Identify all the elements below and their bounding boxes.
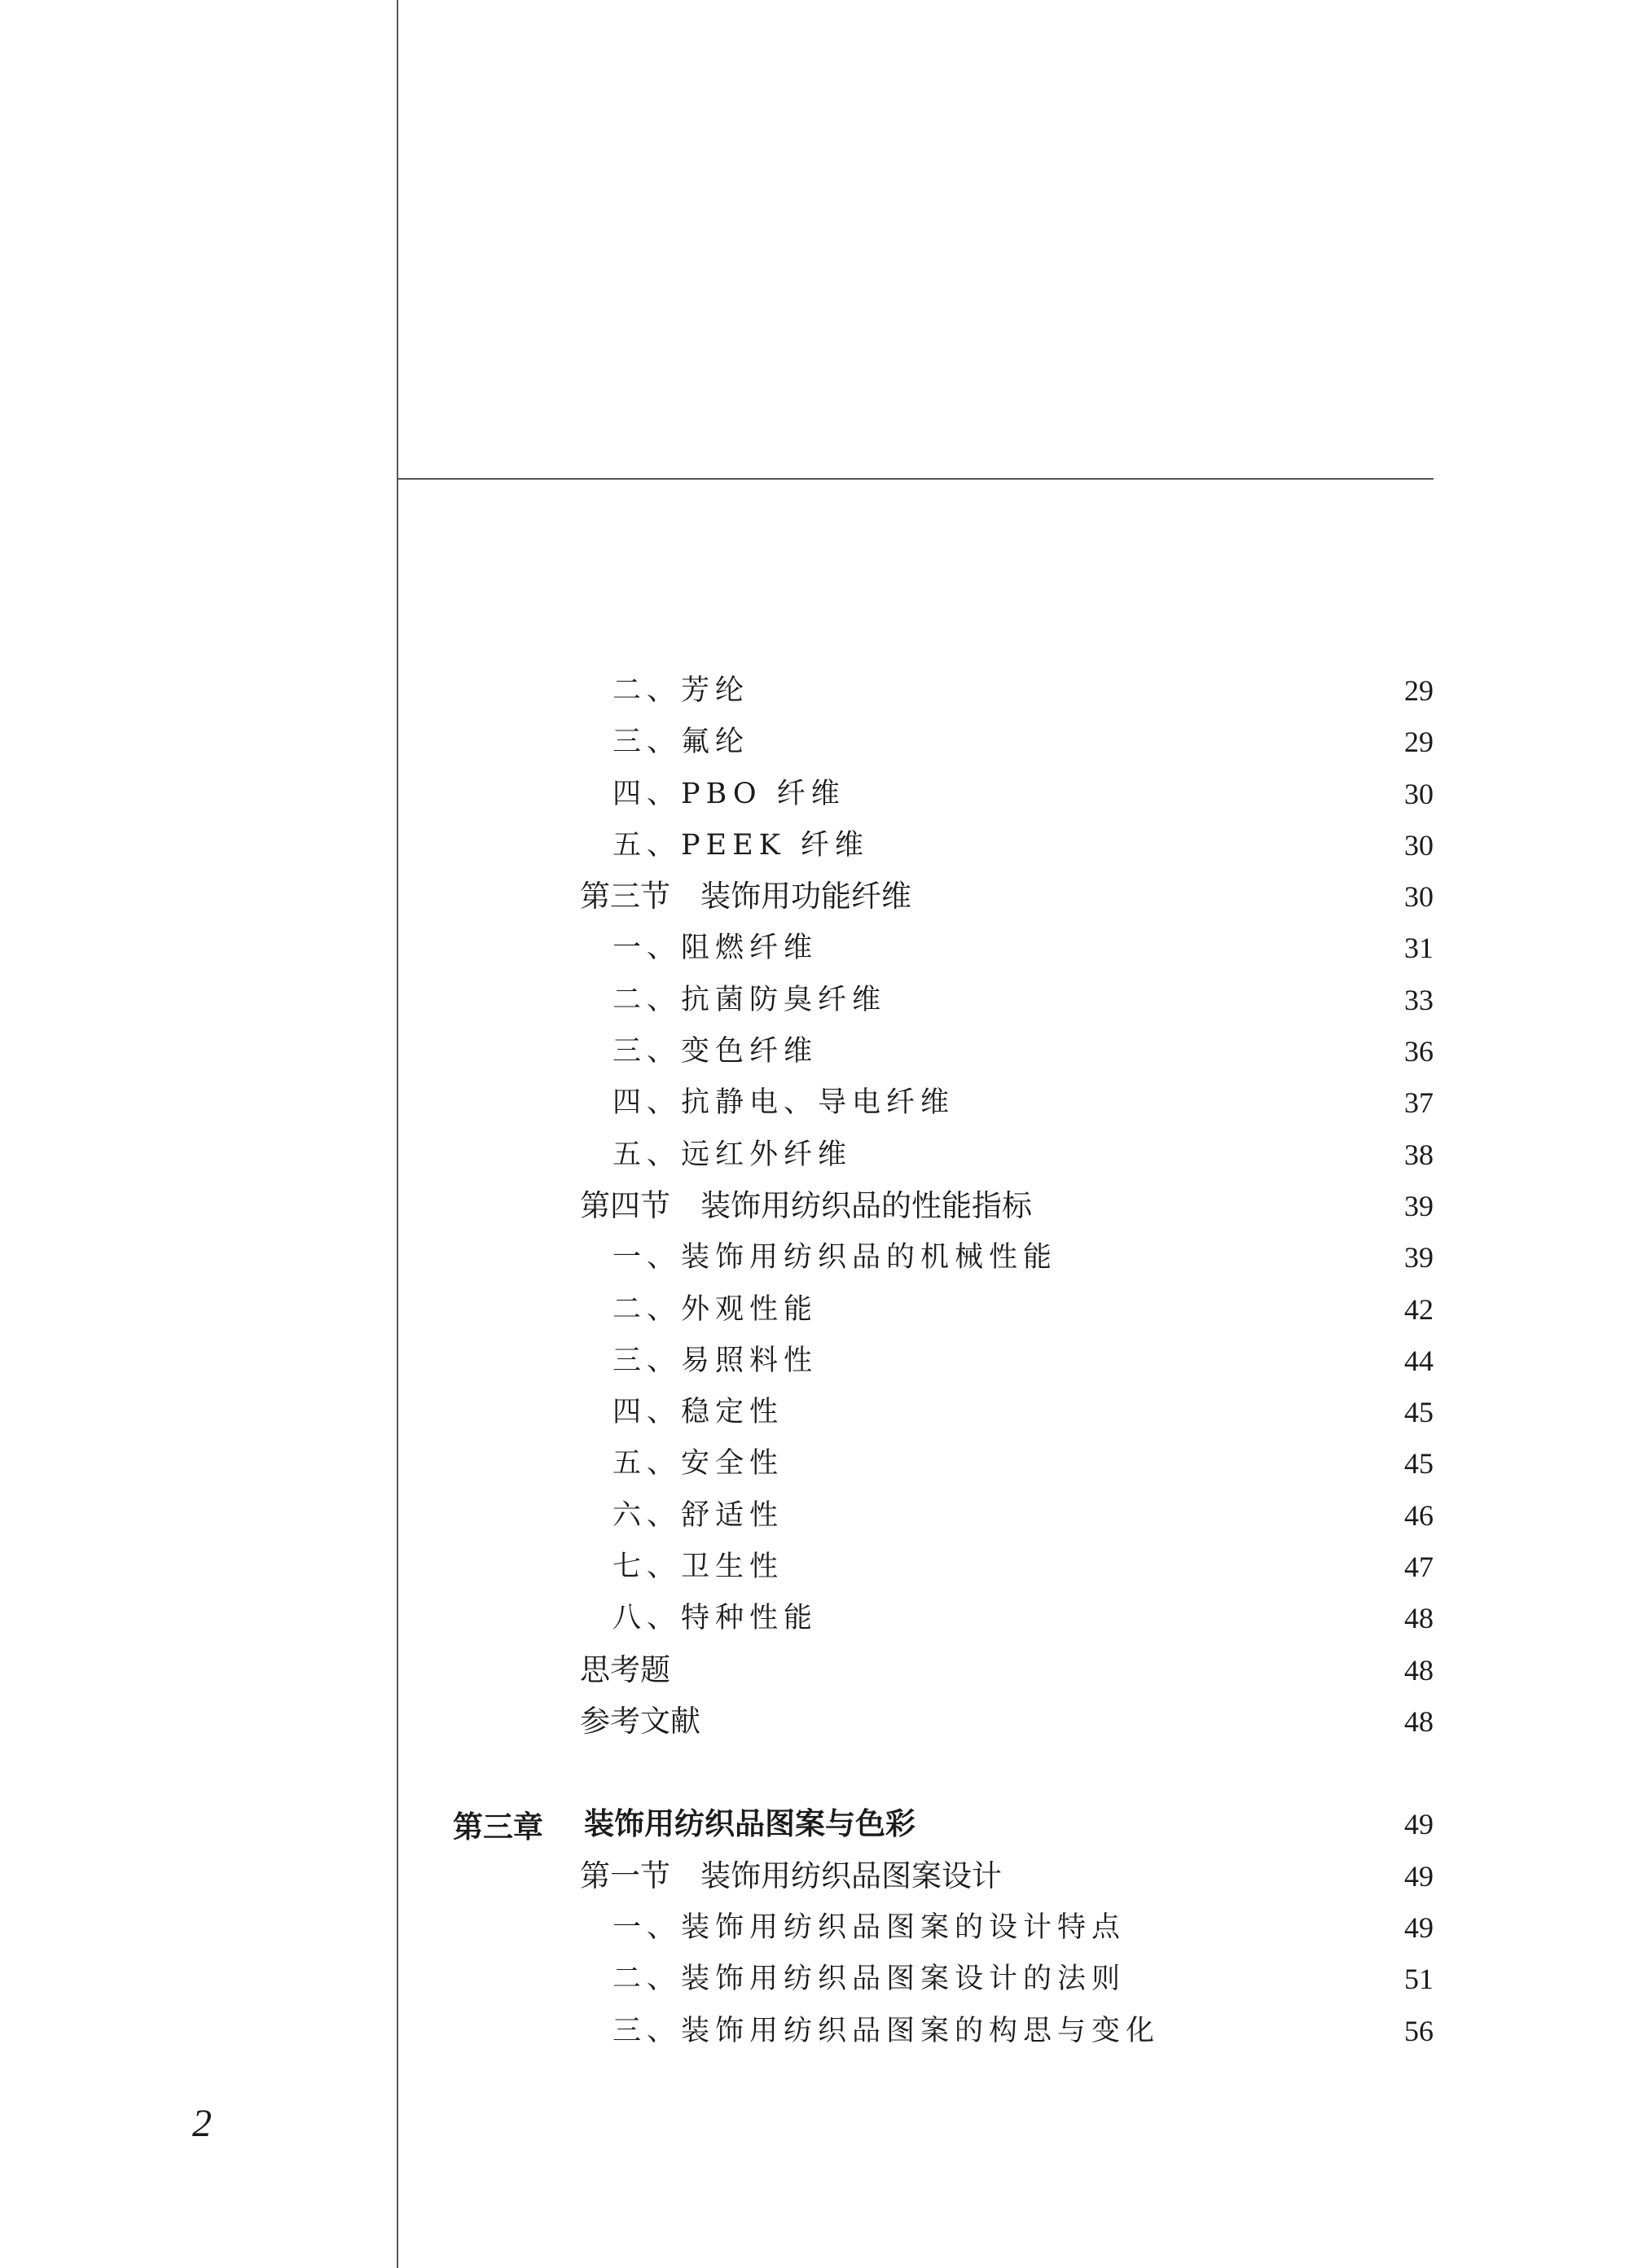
toc-entry-title: 思考题 (580, 1652, 670, 1687)
toc-entry (613, 1336, 1434, 1385)
toc-entry (613, 1542, 1434, 1591)
toc-entry-title: 三、装饰用纺织品图案的构思与变化 (613, 2015, 1161, 2047)
dot-leader (806, 1491, 1386, 1540)
page-number: 2 (192, 2102, 212, 2145)
toc-entry (613, 717, 1434, 766)
toc-entry-title: 五、远红外纤维 (613, 1138, 853, 1171)
toc-entry (613, 1491, 1434, 1540)
dot-leader (1148, 1954, 1386, 2003)
toc-entry (613, 1594, 1434, 1643)
toc-entry-page: 48 (1404, 1654, 1434, 1687)
toc-entry (613, 1285, 1434, 1334)
dot-leader (806, 1388, 1386, 1437)
dot-leader (938, 1800, 1386, 1849)
toc-entry-page: 49 (1404, 1808, 1434, 1840)
toc-entry-page: 48 (1404, 1602, 1434, 1634)
toc-entry-title: 第三节 装饰用功能纤维 (580, 879, 911, 914)
toc-entry-page: 45 (1404, 1447, 1434, 1480)
toc-entry-title: 参考文献 (580, 1704, 700, 1739)
dot-leader (772, 666, 1386, 715)
toc-entry (580, 1852, 1434, 1901)
toc-entry-page: 45 (1404, 1396, 1434, 1428)
toc-entry-page: 29 (1404, 726, 1434, 758)
toc-entry-page: 38 (1404, 1138, 1434, 1171)
dot-leader (1148, 1903, 1386, 1952)
toc-entry-title: 二、抗菌防臭纤维 (613, 984, 887, 1016)
toc-entry (613, 821, 1434, 870)
dot-leader (693, 1646, 1386, 1695)
toc-entry (613, 770, 1434, 818)
toc-entry-title: 三、易照料性 (613, 1345, 819, 1377)
toc-entry-title: 四、PBO 纤维 (613, 778, 845, 810)
toc-entry-title: 一、阻燃纤维 (613, 932, 819, 964)
toc-entry-title: 第四节 装饰用纺织品的性能指标 (580, 1188, 1032, 1223)
toc-entry-title: 六、舒适性 (613, 1499, 784, 1532)
toc-entry (613, 976, 1434, 1024)
dot-leader (806, 1542, 1386, 1591)
dot-leader (841, 1285, 1386, 1334)
toc-entry-page: 44 (1404, 1345, 1434, 1377)
toc-entry-page: 46 (1404, 1499, 1434, 1532)
toc-entry-page: 49 (1404, 1911, 1434, 1944)
toc-entry (613, 1439, 1434, 1488)
toc-entry (580, 1646, 1434, 1695)
dot-leader (892, 821, 1386, 870)
dot-leader (1055, 1182, 1386, 1231)
toc-entry (613, 1233, 1434, 1282)
dot-leader (841, 1594, 1386, 1643)
dot-leader (841, 923, 1386, 972)
toc-entry (580, 1697, 1434, 1746)
toc-entry (613, 2007, 1434, 2055)
dot-leader (1025, 1852, 1386, 1901)
dot-leader (841, 1027, 1386, 1076)
toc-entry-page: 51 (1404, 1963, 1434, 1995)
dot-leader (841, 1336, 1386, 1385)
toc-entry-title: 一、装饰用纺织品图案的设计特点 (613, 1911, 1126, 1944)
toc-entry-page: 48 (1404, 1705, 1434, 1738)
dot-leader (723, 1697, 1386, 1746)
toc-entry (613, 1027, 1434, 1076)
toc-entry (580, 1182, 1434, 1231)
toc-entry-page: 29 (1404, 674, 1434, 707)
dot-leader (909, 976, 1386, 1024)
toc-entry-page: 31 (1404, 932, 1434, 964)
toc-entry-title: 三、变色纤维 (613, 1035, 819, 1068)
toc-entry-page: 30 (1404, 778, 1434, 810)
toc-entry-title: 四、抗静电、导电纤维 (613, 1086, 955, 1119)
toc-entry-title: 三、氟纶 (613, 726, 750, 758)
toc-entry (453, 1800, 1434, 1849)
toc-entry (613, 1388, 1434, 1437)
toc-entry-title: 一、装饰用纺织品的机械性能 (613, 1241, 1058, 1274)
dot-leader (977, 1078, 1386, 1127)
toc-entry-page: 33 (1404, 984, 1434, 1016)
toc-entry (613, 923, 1434, 972)
toc-entry-page: 56 (1404, 2015, 1434, 2047)
dot-leader (772, 717, 1386, 766)
toc-entry-page: 30 (1404, 829, 1434, 862)
toc-entry-title: 七、卫生性 (613, 1551, 784, 1583)
dot-leader (868, 770, 1386, 818)
toc-entry-title: 二、装饰用纺织品图案设计的法则 (613, 1963, 1126, 1995)
toc-entry-page: 37 (1404, 1086, 1434, 1119)
toc-entry-page: 42 (1404, 1293, 1434, 1326)
toc-entry (580, 872, 1434, 921)
dot-leader (934, 872, 1386, 921)
toc-entry-title: 第一节 装饰用纺织品图案设计 (580, 1858, 1002, 1893)
dot-leader (806, 1439, 1386, 1488)
toc-entry-title: 八、特种性能 (613, 1602, 819, 1634)
dot-leader (1183, 2007, 1386, 2055)
toc-entry (613, 666, 1434, 715)
toc-entry-page: 36 (1404, 1035, 1434, 1068)
toc-entry-title: 四、稳定性 (613, 1396, 784, 1428)
dot-leader (875, 1130, 1386, 1179)
toc-entry-title: 装饰用纺织品图案与色彩 (584, 1806, 915, 1841)
toc-entry-title: 五、安全性 (613, 1447, 784, 1480)
toc-entry (613, 1130, 1434, 1179)
toc-entry-page: 39 (1404, 1190, 1434, 1222)
toc-entry-title: 五、PEEK 纤维 (613, 829, 869, 862)
toc-entry-title: 二、外观性能 (613, 1293, 819, 1326)
toc-entry-title: 二、芳纶 (613, 674, 750, 707)
toc-entry-page: 39 (1404, 1241, 1434, 1274)
toc-entry (613, 1954, 1434, 2003)
toc-entry-page: 49 (1404, 1860, 1434, 1893)
toc-entry-page: 30 (1404, 880, 1434, 913)
toc-entry (613, 1903, 1434, 1952)
toc-entry (613, 1078, 1434, 1127)
toc-chapter-prefix: 第三章 (453, 1810, 543, 1845)
dot-leader (1080, 1233, 1386, 1282)
toc-entry-page: 47 (1404, 1551, 1434, 1583)
